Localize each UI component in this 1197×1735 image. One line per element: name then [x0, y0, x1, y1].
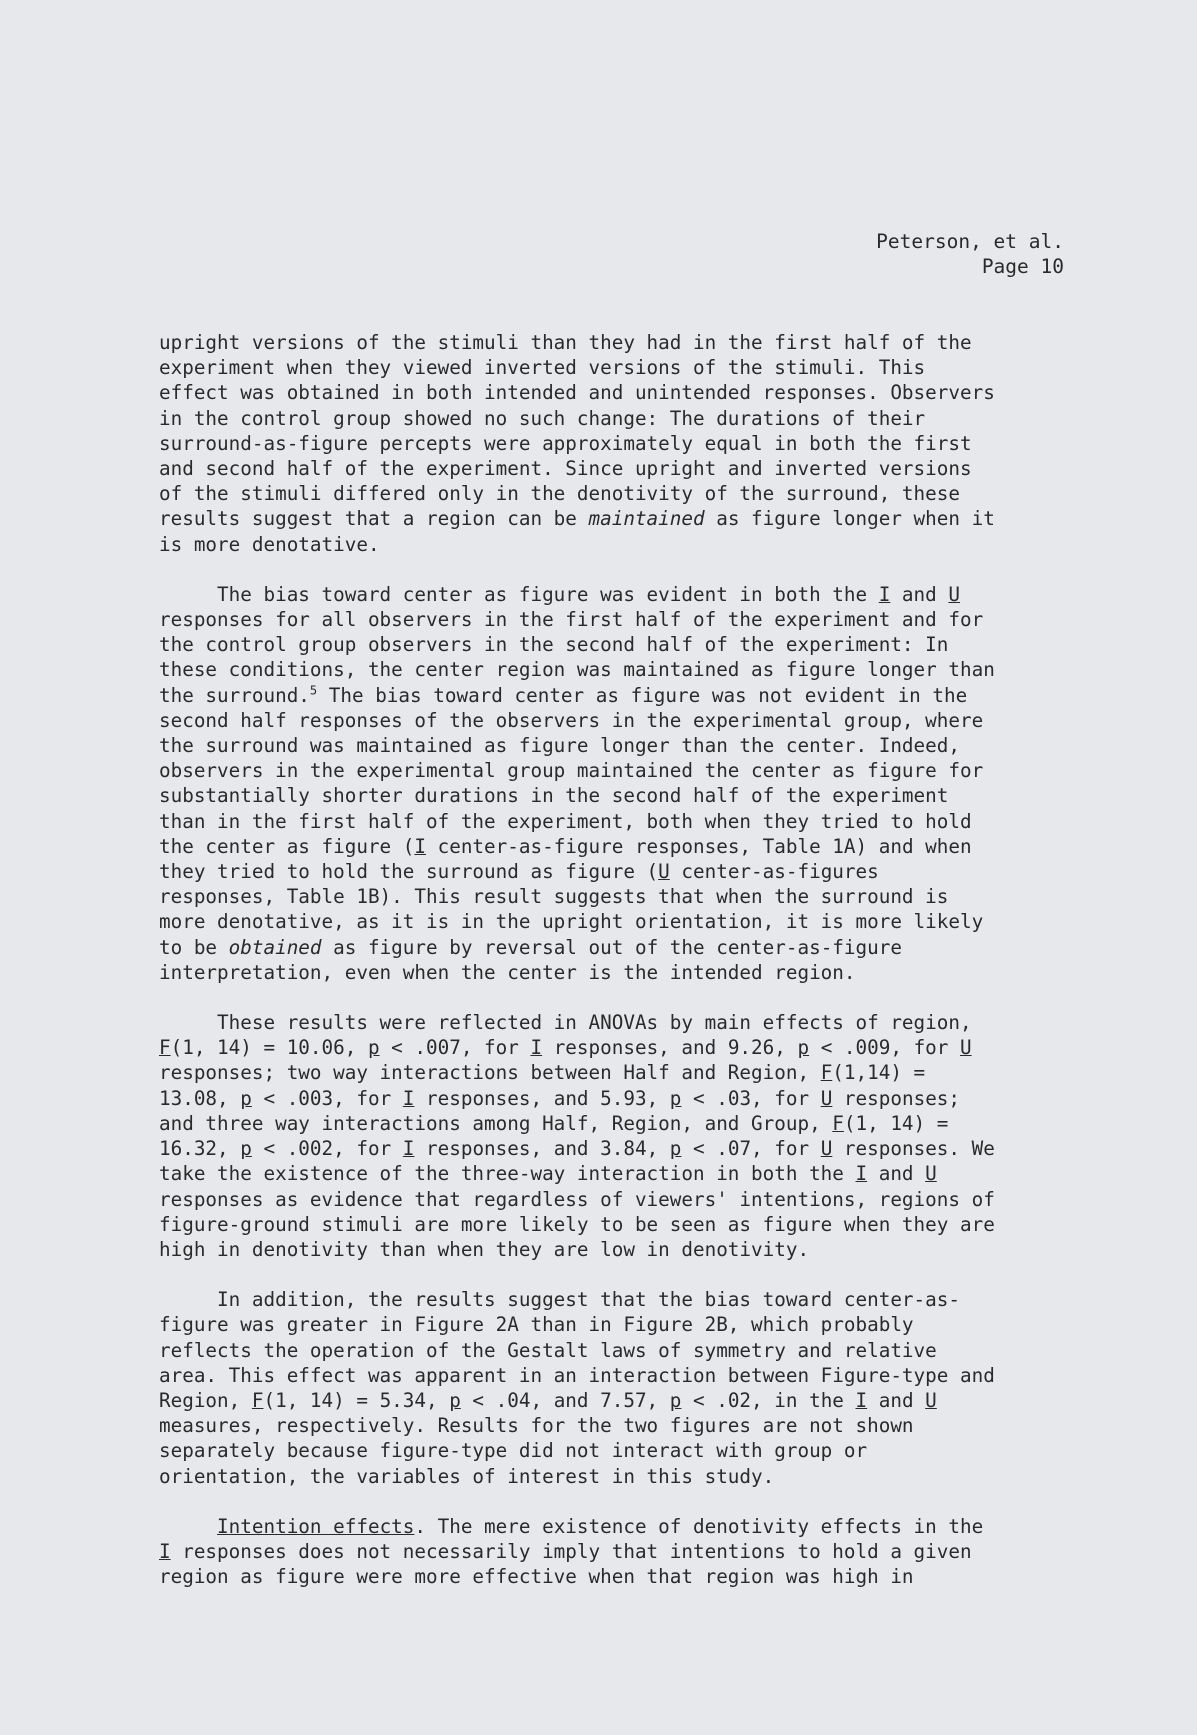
text-run: center-as-figures: [669, 860, 879, 884]
text-line: [159, 657, 1079, 682]
text-run: The bias toward center as figure was evident in both the: [159, 582, 879, 606]
underlined-text: p: [669, 1388, 682, 1412]
underlined-text: U: [948, 582, 960, 606]
text-run: . The mere existence of denotivity effects in the: [414, 1514, 984, 1538]
text-run: and: [890, 582, 949, 606]
text-run: responses, Table 1B). This result suggests that when the surround is: [159, 885, 949, 909]
text-line: [159, 1388, 1079, 1413]
text-run: of the stimuli differed only in the denotivity of the surround, these: [159, 482, 960, 506]
text-line: [159, 532, 1079, 557]
text-run: figure-ground stimuli are more likely to be seen as figure when they are: [159, 1212, 995, 1236]
text-line: [159, 380, 1079, 405]
text-run: is more denotative.: [159, 532, 380, 556]
text-run: < .03, for: [681, 1086, 821, 1110]
text-run: region as figure were more effective when that region was high in: [159, 1565, 914, 1589]
text-line: [159, 909, 1079, 934]
text-line: [159, 330, 1079, 355]
text-run: (1,14) =: [832, 1061, 926, 1085]
underlined-text: I: [855, 1388, 868, 1412]
text-run: area. This effect was apparent in an interaction between Figure-type and: [159, 1363, 995, 1387]
text-line: [159, 859, 1079, 884]
text-run: experiment when they viewed inverted versions of the stimuli. This: [159, 356, 926, 380]
text-run: center-as-figure responses, Table 1A) and when: [426, 834, 972, 858]
text-run: the surround.: [159, 683, 310, 707]
text-run: < .007, for: [379, 1036, 531, 1060]
text-run: (1, 14) =: [843, 1111, 949, 1135]
underlined-text: p: [240, 1137, 252, 1161]
text-line: [159, 506, 1079, 531]
text-line: [159, 783, 1079, 808]
text-line: [159, 1338, 1079, 1363]
text-run: take the existence of the three-way interaction in both the: [159, 1162, 856, 1186]
text-run: (1, 14) = 10.06,: [170, 1036, 368, 1060]
text-run: interpretation, even when the center is the intended region.: [159, 960, 856, 984]
text-line: [159, 733, 1079, 758]
text-run: These results were reflected in ANOVAs by main effects of region,: [159, 1011, 972, 1035]
text-run: figure was greater in Figure 2A than in Figure 2B, which probably: [159, 1313, 914, 1337]
text-line: [159, 1161, 1079, 1186]
text-line: [159, 1035, 1079, 1060]
text-run: and: [867, 1162, 926, 1186]
text-line: [159, 1539, 1079, 1564]
text-run: the center as figure (: [159, 834, 415, 858]
paragraph: [159, 330, 1079, 557]
text-run: effect was obtained in both intended and unintended responses. Observers: [159, 381, 995, 405]
underlined-text: I: [402, 1137, 415, 1161]
text-run: < .002, for: [251, 1137, 403, 1161]
text-line: [159, 1413, 1079, 1438]
text-run: responses, and 5.93,: [414, 1086, 670, 1110]
paragraph: [159, 1514, 1079, 1590]
text-run: to be: [159, 935, 229, 959]
underlined-text: p: [669, 1137, 682, 1161]
text-line: [159, 632, 1079, 657]
text-line: [159, 607, 1079, 632]
text-line: [159, 582, 1079, 607]
text-run: in the control group showed no such change: The durations of their: [159, 406, 926, 430]
text-run: and second half of the experiment. Since upright and inverted versions: [159, 457, 972, 481]
underlined-text: U: [925, 1162, 937, 1186]
italic-text: obtained: [228, 935, 322, 959]
underlined-text: F: [251, 1388, 264, 1412]
text-run: < .02, in the: [681, 1388, 856, 1412]
text-line: [159, 1111, 1079, 1136]
text-run: and three way interactions among Half, Region, and Group,: [159, 1111, 833, 1135]
underlined-text: I: [402, 1086, 415, 1110]
text-line: [159, 809, 1079, 834]
text-run: the control group observers in the second half of the experiment: In: [159, 633, 949, 657]
text-run: substantially shorter durations in the second half of the experiment: [159, 784, 949, 808]
text-run: they tried to hold the surround as figure (: [159, 860, 659, 884]
text-run: In addition, the results suggest that the bias toward center-as-: [159, 1288, 960, 1312]
underlined-text: p: [367, 1036, 380, 1060]
text-run: [159, 1515, 217, 1538]
text-run: responses, and 9.26,: [542, 1036, 798, 1060]
footnote-marker: 5: [309, 683, 318, 698]
text-run: and: [867, 1388, 926, 1412]
text-run: the surround was maintained as figure longer than the center. Indeed,: [159, 734, 960, 758]
text-run: responses does not necessarily imply that intentions to hold a given: [170, 1539, 972, 1563]
underlined-text: F: [832, 1111, 844, 1135]
text-line: [159, 1187, 1079, 1212]
text-line: [159, 758, 1079, 783]
underlined-text: p: [449, 1388, 461, 1412]
text-line: [159, 884, 1079, 909]
underlined-text: F: [159, 1036, 171, 1060]
text-line: [159, 1564, 1079, 1589]
page-number: Page 10: [981, 255, 1064, 278]
text-run: responses. We: [832, 1137, 995, 1161]
underlined-text: F: [820, 1061, 833, 1085]
underlined-text: I: [855, 1162, 868, 1186]
text-run: observers in the experimental group maintained the center as figure for: [159, 759, 984, 783]
text-run: Region,: [159, 1388, 252, 1412]
underlined-text: U: [820, 1086, 833, 1110]
text-run: surround-as-figure percepts were approximately equal in both the first: [159, 431, 972, 455]
text-line: [159, 1237, 1079, 1262]
underlined-text: p: [669, 1086, 682, 1110]
text-run: more denotative, as it is in the upright orientation, it is more likely: [159, 910, 984, 934]
underlined-text: I: [530, 1036, 543, 1060]
underlined-text: U: [820, 1137, 833, 1161]
text-run: The bias toward center as figure was not evident in the: [317, 683, 968, 707]
text-run: < .07, for: [681, 1137, 821, 1161]
text-line: [159, 935, 1079, 960]
text-line: [159, 1363, 1079, 1388]
text-line: [159, 431, 1079, 456]
paragraph: [159, 1287, 1079, 1489]
text-line: [159, 355, 1079, 380]
text-run: upright versions of the stimuli than they had in the first half of the: [159, 331, 972, 354]
text-run: than in the first half of the experiment, both when they tried to hold: [159, 809, 972, 833]
text-line: [159, 1060, 1079, 1085]
text-run: (1, 14) = 5.34,: [263, 1388, 450, 1412]
underlined-text: I: [414, 834, 426, 858]
text-line: [159, 1312, 1079, 1337]
text-run: responses; two way interactions between Half and Region,: [159, 1061, 821, 1085]
text-run: high in denotivity than when they are low in denotivity.: [159, 1237, 810, 1261]
text-line: [159, 1086, 1079, 1111]
body-text: [159, 330, 1079, 1614]
text-line: [159, 1438, 1079, 1463]
text-run: second half responses of the observers in the experimental group, where: [159, 708, 984, 732]
underlined-text: p: [797, 1036, 810, 1060]
text-run: reflects the operation of the Gestalt laws of symmetry and relative: [159, 1338, 937, 1362]
text-line: [159, 1514, 1079, 1539]
text-run: responses as evidence that regardless of viewers' intentions, regions of: [159, 1187, 995, 1211]
text-line: [159, 960, 1079, 985]
text-line: [159, 1464, 1079, 1489]
paragraph: [159, 582, 1079, 985]
text-run: responses;: [832, 1086, 961, 1110]
text-run: 16.32,: [159, 1137, 241, 1161]
text-run: 13.08,: [159, 1086, 241, 1110]
text-run: as figure by reversal out of the center-as-figure: [321, 935, 902, 959]
text-line: [159, 1287, 1079, 1312]
text-run: orientation, the variables of interest in this study.: [159, 1464, 775, 1488]
underlined-text: U: [925, 1388, 937, 1412]
text-line: [159, 708, 1079, 733]
running-head-author: Peterson, et al.: [876, 230, 1064, 253]
underlined-text: I: [878, 582, 891, 606]
underlined-text: p: [240, 1086, 252, 1110]
text-run: responses, and 3.84,: [414, 1137, 670, 1161]
text-line: [159, 456, 1079, 481]
text-line: [159, 481, 1079, 506]
text-line: [159, 1212, 1079, 1237]
text-line: [159, 1010, 1079, 1035]
text-line: [159, 1136, 1079, 1161]
text-run: < .04, and 7.57,: [460, 1388, 670, 1412]
text-line: [159, 683, 1079, 708]
text-run: as figure longer when it: [704, 507, 995, 531]
text-run: these conditions, the center region was maintained as figure longer than: [159, 658, 995, 682]
text-line: [159, 406, 1079, 431]
underlined-text: U: [960, 1036, 972, 1060]
underlined-text: U: [658, 860, 670, 884]
text-run: measures, respectively. Results for the two figures are not shown: [159, 1414, 914, 1438]
page-header: [876, 229, 1064, 279]
italic-text: maintained: [588, 507, 705, 531]
text-run: results suggest that a region can be: [159, 507, 589, 531]
underlined-text: I: [159, 1539, 171, 1563]
paragraph: [159, 1010, 1079, 1262]
text-run: responses for all observers in the first half of the experiment and for: [159, 608, 984, 632]
text-run: separately because figure-type did not interact with group or: [159, 1439, 868, 1463]
underlined-text: Intention effects: [217, 1514, 415, 1538]
text-run: < .009, for: [809, 1036, 961, 1060]
text-line: [159, 834, 1079, 859]
text-run: < .003, for: [251, 1086, 403, 1110]
